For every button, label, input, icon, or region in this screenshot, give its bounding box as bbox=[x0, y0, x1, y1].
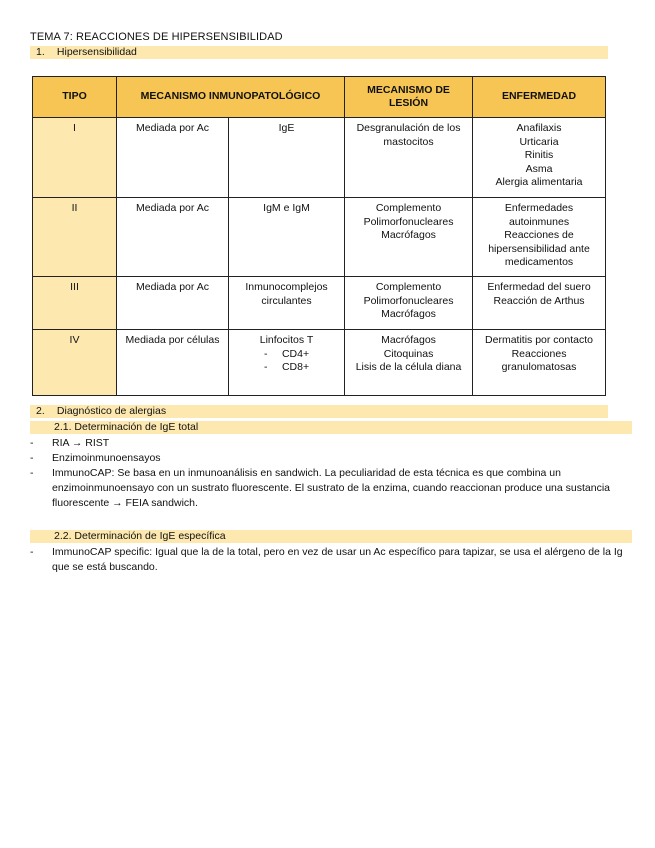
cell-line: Lisis de la célula diana bbox=[355, 361, 462, 373]
subsection-label: 2.2. Determinación de IgE específica bbox=[54, 530, 226, 542]
header-mecanismo-lesion: MECANISMO DE LESIÓN bbox=[345, 77, 473, 118]
cell-line: Polimorfonucleares bbox=[363, 215, 454, 228]
hypersensitivity-table bbox=[32, 76, 606, 396]
cell-agente bbox=[229, 118, 345, 198]
subsection-label: 2.1. Determinación de IgE total bbox=[54, 421, 199, 433]
section-number: 1. bbox=[36, 46, 45, 58]
list-ige-total bbox=[30, 436, 630, 511]
list-item-text: ImmunoCAP: Se basa en un inmunoanálisis en sandwich. La peculiaridad de esta técnica es que combina un enzimoinmunoensayo con un sustrato fluorescente. El sustrato de la enzima, cuando reaccionan produce una sustancia fluorescente → FEIA sandwich. bbox=[52, 467, 611, 509]
cell-line: Macrófagos bbox=[381, 334, 436, 346]
cell-line: Inmunocomplejos circulantes bbox=[245, 281, 328, 307]
cell-line: Reacciones granulomatosas bbox=[501, 347, 577, 373]
list-item bbox=[30, 436, 630, 451]
cell-lesion bbox=[345, 198, 473, 277]
cell-line: Complemento bbox=[375, 281, 442, 293]
cell-lesion bbox=[345, 330, 473, 396]
cell-tipo: III bbox=[33, 277, 117, 330]
cell-mediacion: Mediada por Ac bbox=[117, 198, 229, 277]
cell-line: Enfermedades autoinmunes bbox=[504, 202, 574, 228]
bullet-dash: - bbox=[263, 361, 268, 373]
list-item bbox=[30, 451, 630, 466]
bullet-dash: - bbox=[30, 467, 34, 479]
cell-line: Dermatitis por contacto bbox=[485, 334, 593, 346]
section-label: Hipersensibilidad bbox=[56, 46, 137, 58]
cell-line: Macrófagos bbox=[381, 229, 436, 241]
list-item-text: Enzimoinmunoensayos bbox=[52, 452, 161, 464]
cell-line: Urticaria bbox=[519, 135, 559, 148]
cell-line: Anafilaxis bbox=[516, 122, 562, 134]
cell-line: IgM e IgM bbox=[263, 202, 310, 214]
cell-line: Citoquinas bbox=[383, 347, 434, 360]
cell-line: Alergia alimentaria bbox=[495, 176, 583, 188]
header-tipo: TIPO bbox=[33, 77, 117, 118]
table-row bbox=[33, 118, 606, 198]
cell-mediacion: Mediada por Ac bbox=[117, 118, 229, 198]
cell-line: Macrófagos bbox=[381, 308, 436, 320]
cell-line: Enfermedad del suero bbox=[487, 281, 591, 293]
table-row bbox=[33, 330, 606, 396]
list-item bbox=[30, 466, 630, 511]
subsection-heading-ige-total bbox=[30, 421, 632, 434]
cell-lesion bbox=[345, 118, 473, 198]
cd-item: CD8+ bbox=[281, 361, 310, 373]
cell-lesion bbox=[345, 277, 473, 330]
header-mecanismo-inmunopatologico: MECANISMO INMUNOPATOLÓGICO bbox=[117, 77, 345, 118]
section-number: 2. bbox=[36, 405, 45, 417]
bullet-dash: - bbox=[30, 452, 34, 464]
list-item bbox=[30, 545, 630, 575]
subsection-heading-ige-especifica bbox=[30, 530, 632, 543]
cell-line: Linfocitos T bbox=[259, 334, 314, 346]
list-item-text: ImmunoCAP specific: Igual que la de la total, pero en vez de usar un Ac específico para tapizar, se usa el alérgeno de la Ig que se está buscando. bbox=[52, 546, 623, 573]
cell-tipo: II bbox=[33, 198, 117, 277]
cell-enfermedad bbox=[473, 330, 606, 396]
cell-line: Desgranulación de los mastocitos bbox=[356, 122, 461, 148]
list-item-text: RIA → RIST bbox=[52, 437, 110, 449]
cell-enfermedad bbox=[473, 277, 606, 330]
cell-line: Rinitis bbox=[524, 149, 554, 161]
cell-line: Reacción de Arthus bbox=[493, 294, 585, 307]
section-heading-diagnostico bbox=[30, 405, 608, 418]
section-label: Diagnóstico de alergias bbox=[56, 405, 167, 417]
table-row bbox=[33, 277, 606, 330]
cell-agente bbox=[229, 330, 345, 396]
cell-enfermedad bbox=[473, 198, 606, 277]
cell-mediacion: Mediada por células bbox=[117, 330, 229, 396]
cd-list bbox=[264, 348, 309, 375]
cell-mediacion: Mediada por Ac bbox=[117, 277, 229, 330]
cell-line: Asma bbox=[525, 162, 553, 175]
header-enfermedad: ENFERMEDAD bbox=[473, 77, 606, 118]
section-heading-hipersensibilidad bbox=[30, 46, 608, 59]
cell-agente bbox=[229, 198, 345, 277]
cell-line: Complemento bbox=[375, 202, 442, 214]
cell-enfermedad bbox=[473, 118, 606, 198]
cell-agente bbox=[229, 277, 345, 330]
table-row bbox=[33, 198, 606, 277]
page-title: TEMA 7: REACCIONES DE HIPERSENSIBILIDAD bbox=[30, 31, 283, 43]
list-ige-especifica bbox=[30, 545, 630, 575]
cd-item: CD4+ bbox=[281, 347, 310, 360]
cell-line: Reacciones de hipersensibilidad ante medicamentos bbox=[488, 229, 590, 268]
cell-line: IgE bbox=[278, 122, 295, 134]
cell-line: Polimorfonucleares bbox=[363, 294, 454, 307]
bullet-dash: - bbox=[263, 347, 268, 360]
table-header-row bbox=[33, 77, 606, 118]
cell-tipo: IV bbox=[33, 330, 117, 396]
cell-tipo: I bbox=[33, 118, 117, 198]
bullet-dash: - bbox=[30, 546, 34, 558]
bullet-dash: - bbox=[30, 437, 34, 449]
